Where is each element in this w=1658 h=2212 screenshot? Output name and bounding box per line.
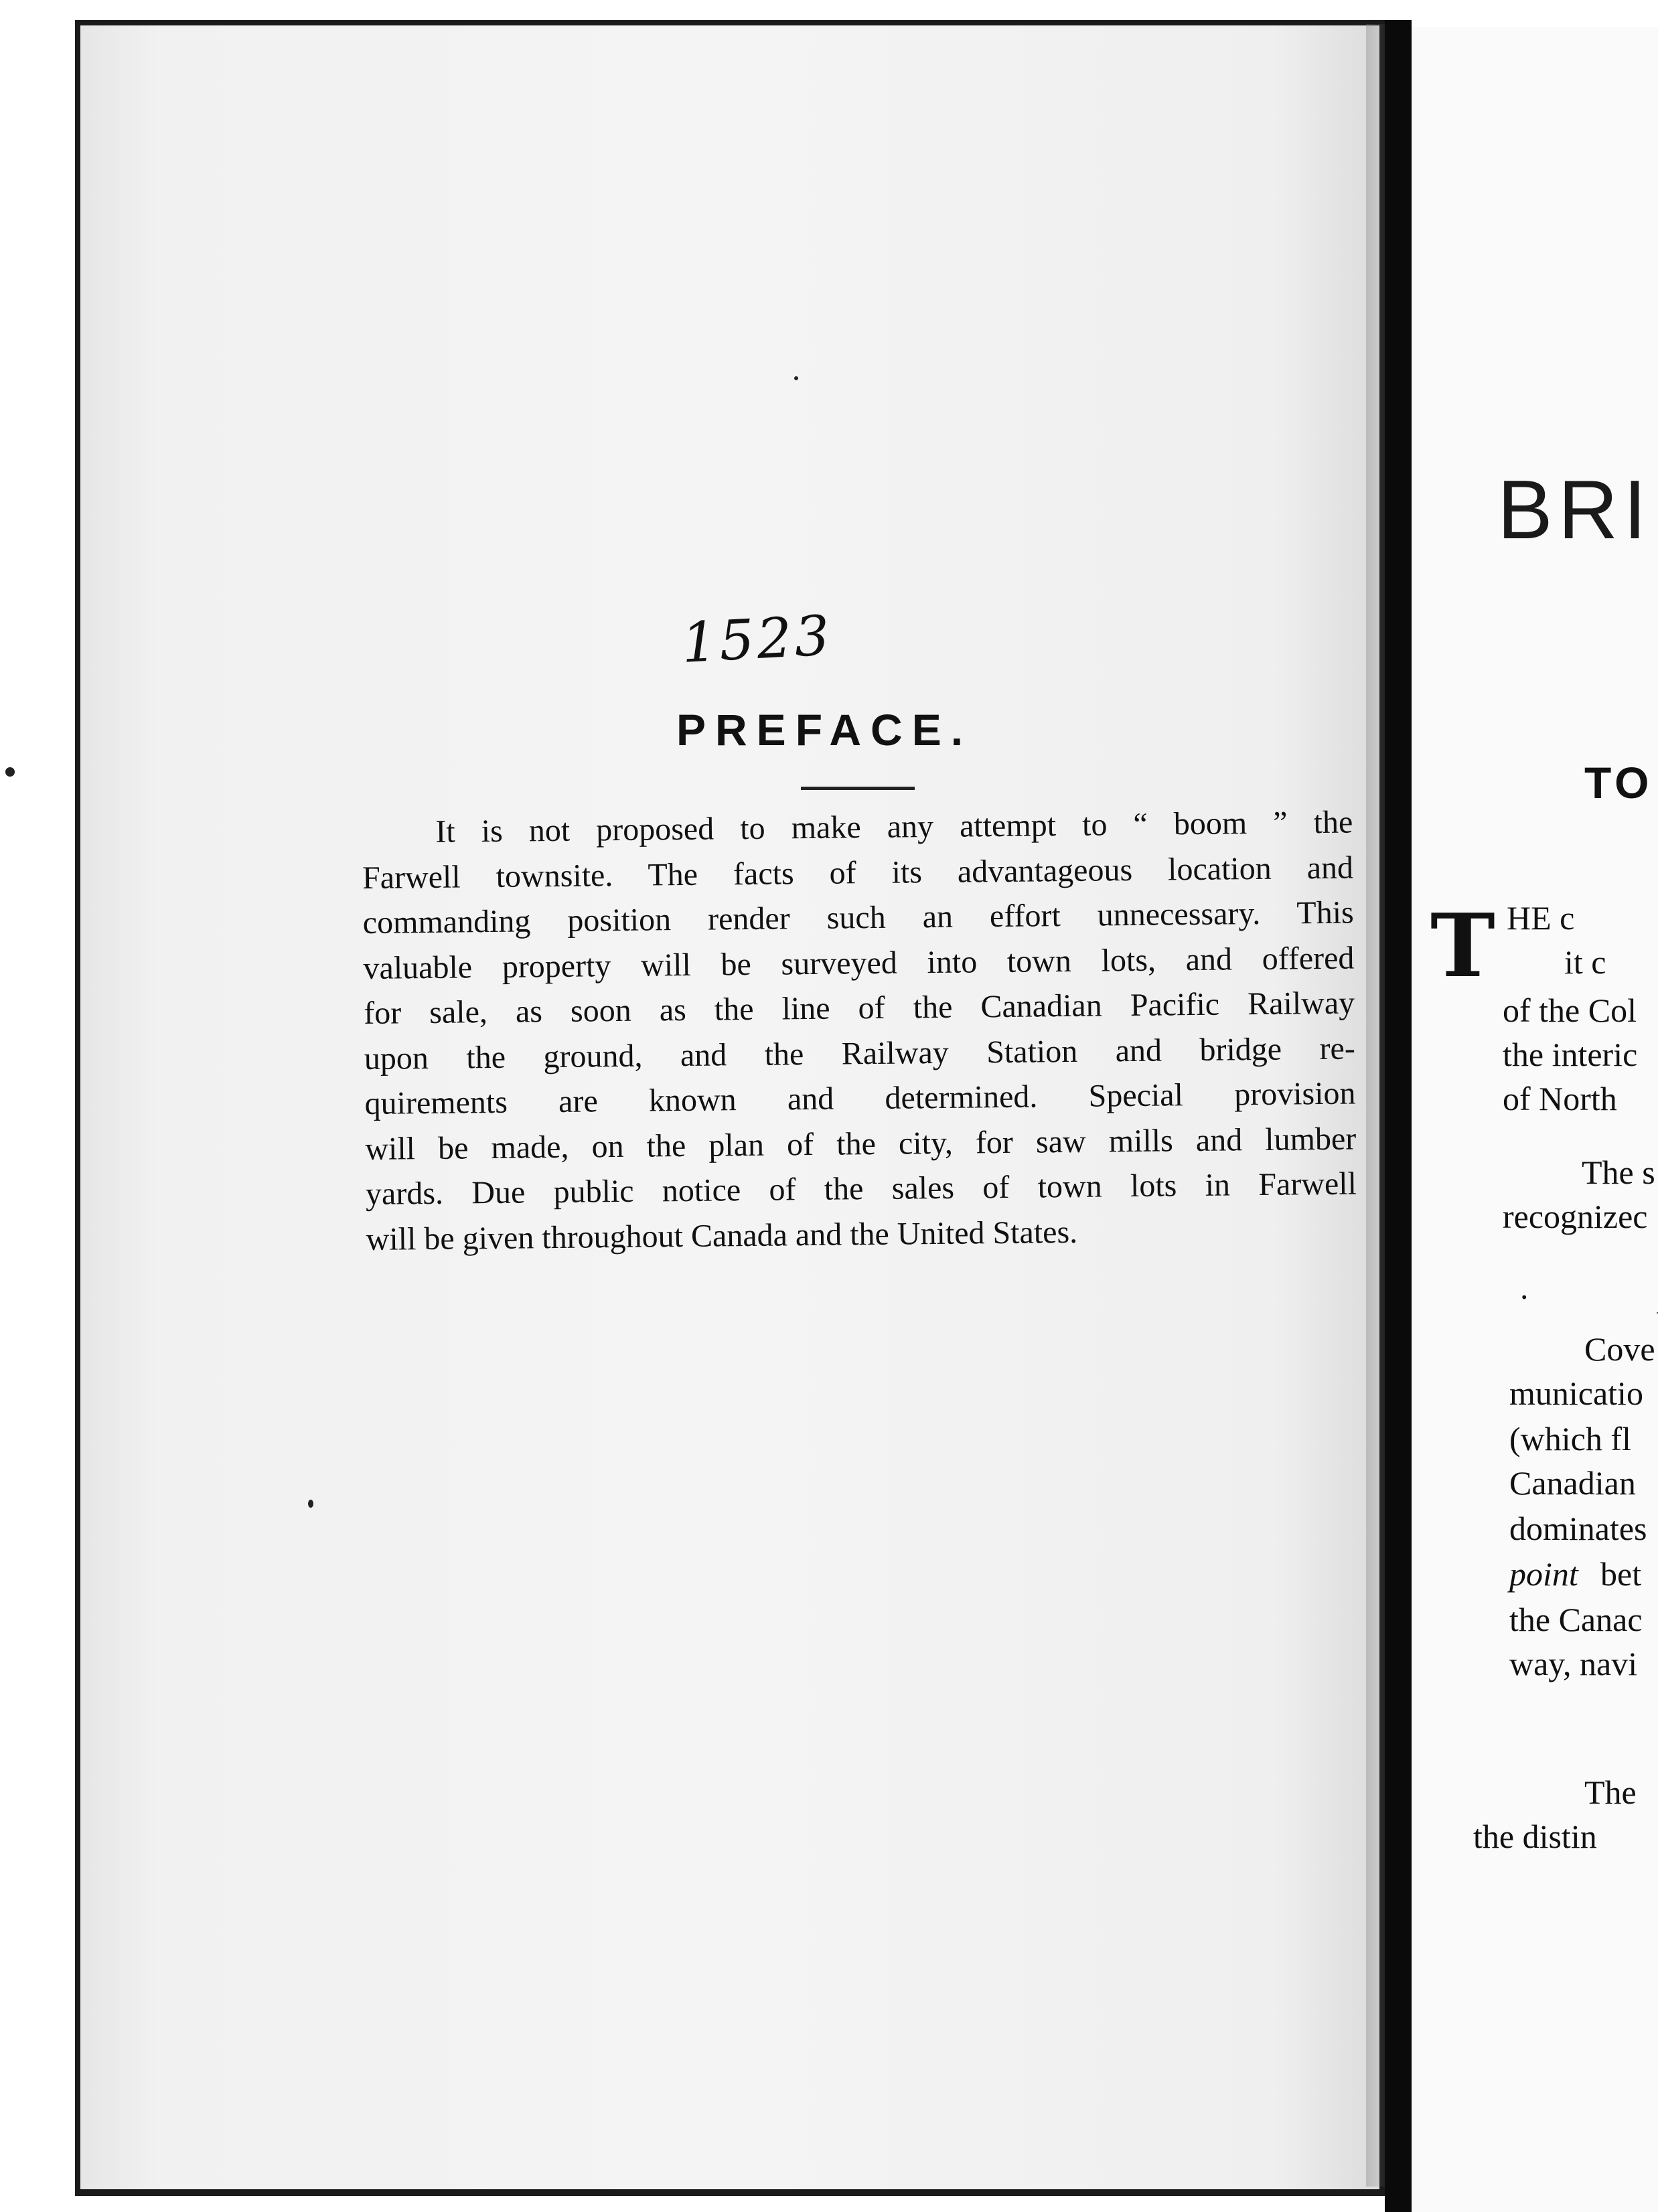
- scan-speck: [5, 767, 15, 777]
- facing-page-line: the Canac: [1509, 1601, 1643, 1638]
- facing-page-line: HE c: [1507, 899, 1575, 937]
- paragraph-line: quirements are known and determined. Special provision: [364, 1075, 1356, 1121]
- paragraph-line: valuable property will be surveyed into town lots, and offered: [363, 939, 1355, 986]
- facing-page-line: it c: [1564, 943, 1606, 981]
- facing-page-line: bet: [1600, 1555, 1642, 1593]
- facing-page-line: (which fl: [1509, 1420, 1631, 1457]
- paragraph-line: for sale, as soon as the line of the Canadian Pacific Railway: [363, 985, 1355, 1031]
- facing-page-line: dominates: [1509, 1510, 1647, 1547]
- facing-page-line: the distin: [1473, 1818, 1597, 1855]
- facing-page-line: point: [1509, 1555, 1578, 1593]
- facing-page-line: Cove: [1584, 1330, 1655, 1368]
- scan-speck: [308, 1500, 313, 1508]
- facing-page-line: the interic: [1503, 1036, 1638, 1073]
- paragraph-line: will be given throughout Canada and the United States.: [366, 1214, 1078, 1257]
- paragraph-line: yards. Due public notice of the sales of town lots in Farwell: [365, 1166, 1357, 1212]
- facing-page-line: The: [1584, 1773, 1637, 1811]
- facing-page-line: of North: [1503, 1080, 1617, 1117]
- facing-page-line: of the Col: [1503, 992, 1637, 1029]
- facing-page-line: The s: [1582, 1154, 1655, 1191]
- right-page: [1412, 27, 1658, 2212]
- drop-cap: T: [1430, 894, 1495, 997]
- scan-margin-left: [0, 0, 74, 2212]
- facing-page-subtitle: TO: [1584, 758, 1653, 807]
- facing-page-line: recognizec: [1503, 1198, 1648, 1235]
- facing-page-title: BRI: [1497, 464, 1652, 556]
- heading-rule: [801, 787, 915, 790]
- paragraph-line: It is not proposed to make any attempt to “ boom ” the: [435, 804, 1353, 850]
- facing-page-line: .: [1520, 1269, 1529, 1306]
- paragraph-line: commanding position render such an effort unnecessary. This: [362, 894, 1354, 941]
- paragraph-line: will be made, on the plan of the city, for saw mills and lumber: [365, 1120, 1357, 1167]
- facing-page-line: municatio: [1509, 1374, 1643, 1412]
- paragraph-line: Farwell townsite. The facts of its advantageous location and: [362, 849, 1354, 896]
- facing-page-line: way, navi: [1509, 1645, 1638, 1682]
- page-title: PREFACE.: [676, 705, 973, 755]
- handwritten-catalog-number: 1523: [680, 604, 834, 676]
- preface-paragraph: [362, 800, 1357, 1262]
- scan-speck: [794, 376, 798, 380]
- book-gutter: [1385, 20, 1412, 2212]
- paragraph-line: upon the ground, and the Railway Station and bridge re-: [364, 1030, 1356, 1077]
- facing-page-line: Canadian: [1509, 1464, 1636, 1502]
